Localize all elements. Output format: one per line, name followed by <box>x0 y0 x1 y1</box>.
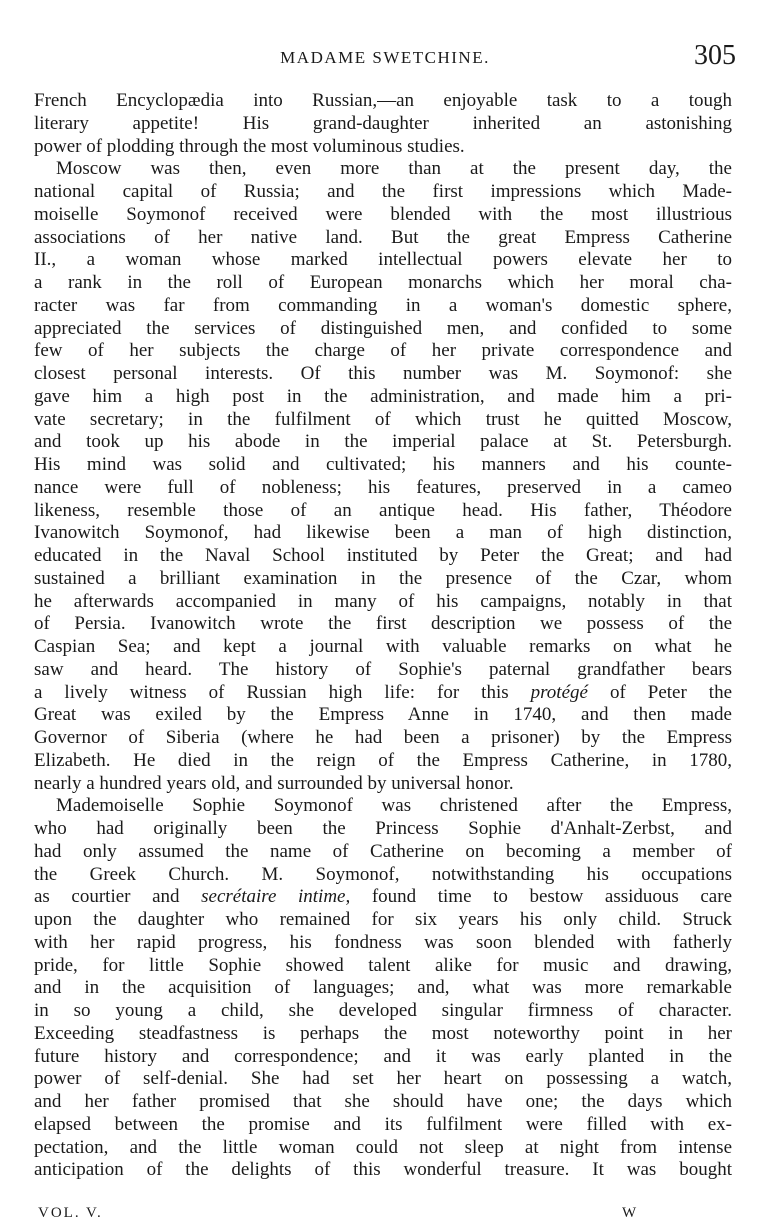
text-line: saw and heard. The history of Sophie's paternal grandfather bears <box>34 658 732 680</box>
text-line: Ivanowitch Soymonof, had likewise been a man of high distinction, <box>34 522 732 544</box>
italic-phrase: secrétaire intime, <box>201 886 351 908</box>
text-run: of Peter the <box>587 681 732 703</box>
text-line: vate secretary; in the fulfilment of which trust he quitted Moscow, <box>34 408 732 430</box>
text-line: with her rapid progress, his fondness was soon blended with fatherly <box>34 931 732 953</box>
text-line: future history and correspondence; and it was early planted in the <box>34 1045 732 1067</box>
text-line: nearly a hundred years old, and surrounded by universal honor. <box>34 772 514 794</box>
text-line: Caspian Sea; and kept a journal with valuable remarks on what he <box>34 636 732 657</box>
text-line: anticipation of the delights of this wonderful treasure. It was bought <box>34 1159 732 1181</box>
text-line: and her father promised that she should have one; the days which <box>34 1091 732 1112</box>
text-line: power of plodding through the most voluminous studies. <box>34 135 465 157</box>
text-line: educated in the Naval School instituted by Peter the Great; and had <box>34 545 732 566</box>
page-number: 305 <box>694 40 736 71</box>
text-line <box>34 682 732 705</box>
text-line: upon the daughter who remained for six years his only child. Struck <box>34 909 732 930</box>
text-line: the Greek Church. M. Soymonof, notwithstanding his occupations <box>34 863 732 885</box>
text-line: II., a woman whose marked intellectual powers elevate her to <box>34 249 732 271</box>
text-line: sustained a brilliant examination in the presence of the Czar, whom <box>34 567 732 589</box>
text-line: pride, for little Sophie showed talent alike for music and drawing, <box>34 954 732 976</box>
text-line: national capital of Russia; and the first impressions which Made- <box>34 181 732 202</box>
text-run: as courtier and <box>34 886 202 908</box>
volume-signature: VOL. V. <box>38 1205 103 1221</box>
text-line: in so young a child, she developed singular firmness of character. <box>34 1000 732 1021</box>
text-line: few of her subjects the charge of her private correspondence and <box>34 340 732 362</box>
text-line: French Encyclopædia into Russian,—an enjoyable task to a tough <box>34 90 732 111</box>
text-line: Mademoiselle Sophie Soymonof was christened after the Empress, <box>56 795 732 817</box>
text-line: pectation, and the little woman could not sleep at night from intense <box>34 1136 732 1158</box>
text-line: of Persia. Ivanowitch wrote the first description we possess of the <box>34 613 732 635</box>
text-line: associations of her native land. But the great Empress Catherine <box>34 226 732 248</box>
text-line: power of self-denial. She had set her heart on possessing a watch, <box>34 1068 732 1090</box>
text-line: he afterwards accompanied in many of his campaigns, notably in that <box>34 590 732 612</box>
text-line <box>34 886 732 909</box>
text-line: appreciated the services of distinguished men, and confided to some <box>34 317 732 339</box>
text-line: Governor of Siberia (where he had been a prisoner) by the Empress <box>34 727 732 748</box>
text-line: nance were full of nobleness; his features, preserved in a cameo <box>34 476 732 498</box>
text-line: racter was far from commanding in a woman's domestic sphere, <box>34 294 732 316</box>
text-line: moiselle Soymonof received were blended with the most illustrious <box>34 203 732 225</box>
text-line: elapsed between the promise and its fulfilment were filled with ex- <box>34 1113 732 1135</box>
text-line: and in the acquisition of languages; and, what was more remarkable <box>34 977 732 999</box>
running-title: MADAME SWETCHINE. <box>280 48 490 67</box>
text-line: gave him a high post in the administration, and made him a pri- <box>34 385 732 407</box>
text-line: who had originally been the Princess Sophie d'Anhalt-Zerbst, and <box>34 818 732 839</box>
signature-mark: W <box>622 1205 638 1221</box>
text-line: Moscow was then, even more than at the present day, the <box>56 158 732 180</box>
text-line: Exceeding steadfastness is perhaps the most noteworthy point in her <box>34 1022 732 1044</box>
running-head <box>34 40 736 74</box>
text-line: likeness, resemble those of an antique head. His father, Théodore <box>34 499 732 521</box>
text-line: had only assumed the name of Catherine on becoming a member of <box>34 840 732 862</box>
text-line: literary appetite! His grand-daughter inherited an astonishing <box>34 112 732 134</box>
text-run: found time to bestow assiduous care <box>350 886 732 908</box>
text-run: a lively witness of Russian high life: for this <box>34 681 531 703</box>
text-line: and took up his abode in the imperial palace at St. Petersburgh. <box>34 431 732 453</box>
body-text <box>34 90 732 1182</box>
text-line: His mind was solid and cultivated; his manners and his counte- <box>34 454 732 475</box>
text-line: Elizabeth. He died in the reign of the Empress Catherine, in 1780, <box>34 749 732 771</box>
italic-phrase: protégé <box>530 681 588 703</box>
page-footer <box>34 1205 654 1227</box>
text-line: a rank in the roll of European monarchs which her moral cha- <box>34 272 732 293</box>
text-line: Great was exiled by the Empress Anne in 1740, and then made <box>34 704 732 726</box>
text-line: closest personal interests. Of this number was M. Soymonof: she <box>34 363 732 384</box>
